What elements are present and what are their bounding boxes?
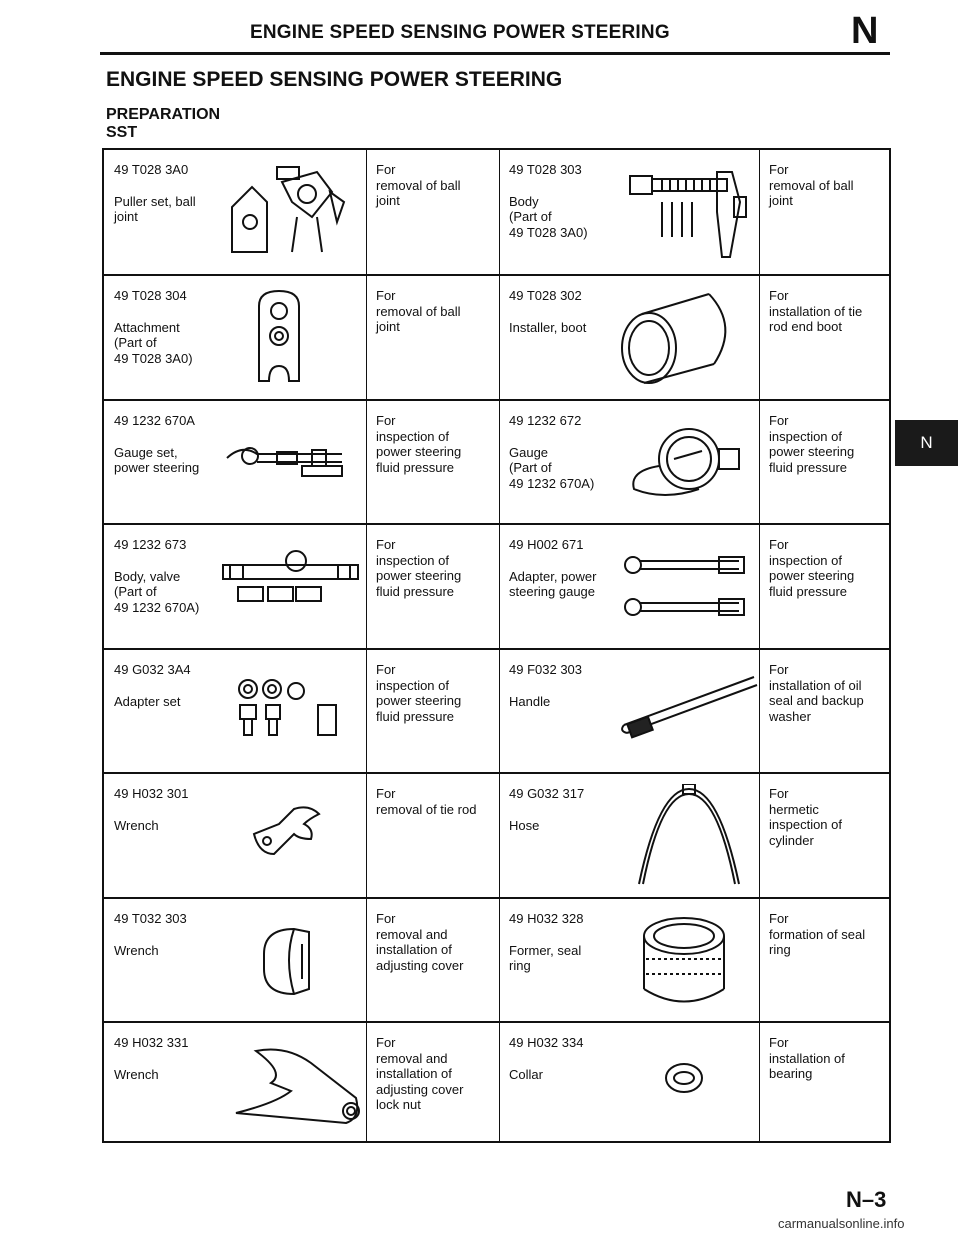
tool-usage: For inspection of power steering fluid pressure [769,537,855,599]
tool-cell [509,786,639,833]
hose-icon [629,784,749,894]
tool-name: Wrench [114,942,159,958]
tool-name: Wrench [114,1066,159,1082]
cell-divider [366,401,367,523]
cell-divider [759,899,760,1021]
gauge-set-icon [222,436,362,486]
tool-code: 49 1232 673 [114,537,187,552]
tool-usage: For formation of seal ring [769,911,866,957]
tool-cell [114,662,244,709]
cell-divider [366,650,367,772]
tool-name: Body (Part of 49 T028 3A0) [509,193,588,240]
table-row [104,648,889,772]
tool-cell [509,413,639,491]
tool-usage: For removal of ball joint [376,288,461,334]
running-header-title: ENGINE SPEED SENSING POWER STEERING [250,22,670,43]
tool-code: 49 G032 317 [509,786,585,801]
puller-set-icon [222,162,352,262]
valve-body-icon [218,547,363,617]
tool-name: Body, valve (Part of 49 1232 670A) [114,568,200,615]
watermark-text: carmanualsonline.info [778,1216,905,1231]
tool-usage: For hermetic inspection of cylinder [769,786,842,848]
handle-icon [619,665,759,745]
table-row [104,150,889,274]
tool-cell [114,288,244,366]
wrench-icon [249,799,329,859]
tool-code: 49 T028 302 [509,288,582,303]
sst-heading: SST [106,124,138,141]
cell-divider [759,650,760,772]
tool-name: Gauge set, power steering [114,444,200,475]
tool-cell [114,786,244,833]
cell-divider [759,525,760,648]
table-row [104,897,889,1021]
tool-name: Adapter, power steering gauge [509,568,597,599]
table-row [104,274,889,399]
tool-name: Former, seal ring [509,942,582,973]
cell-divider [366,525,367,648]
pressure-gauge-icon [624,421,754,501]
cell-divider [759,774,760,897]
tool-cell [509,1035,639,1082]
tool-usage: For installation of oil seal and backup washer [769,662,864,724]
tool-cell [114,911,244,958]
cell-divider [366,1023,367,1141]
tool-name: Wrench [114,817,159,833]
tool-usage: For removal and installation of adjusting cover lock nut [376,1035,464,1112]
adapter-set-icon [232,675,352,755]
cell-divider [759,1023,760,1141]
tool-name: Hose [509,817,540,833]
tool-usage: For inspection of power steering fluid pressure [769,413,855,475]
tool-code: 49 T028 3A0 [114,162,189,177]
tool-code: 49 H032 334 [509,1035,584,1050]
tool-name: Installer, boot [509,319,587,335]
running-header-letter: N [851,10,879,52]
table-row [104,1021,889,1141]
tool-name: Gauge (Part of 49 1232 670A) [509,444,595,491]
tool-code: 49 H032 328 [509,911,584,926]
tool-cell [509,162,639,240]
tool-code: 49 H032 331 [114,1035,189,1050]
tool-name: Puller set, ball joint [114,193,196,224]
tool-name: Collar [509,1066,543,1082]
tool-name: Handle [509,693,551,709]
tool-code: 49 H002 671 [509,537,584,552]
attachment-icon [244,286,324,386]
header-rule [100,52,890,55]
body-screw-icon [622,162,752,262]
preparation-heading: PREPARATION [106,106,221,123]
cell-divider [366,774,367,897]
cell-divider [366,150,367,274]
tool-name: Attachment (Part of 49 T028 3A0) [114,319,193,366]
page-number: N–3 [846,1187,887,1212]
gauge-adapter-icon [619,545,754,625]
tool-usage: For inspection of power steering fluid pressure [376,537,462,599]
tool-code: 49 1232 672 [509,413,582,428]
cell-divider [759,401,760,523]
boot-installer-icon [614,286,744,391]
tool-code: 49 T028 304 [114,288,187,303]
sst-table [102,148,891,1143]
collar-icon [659,1058,709,1098]
tool-usage: For inspection of power steering fluid pressure [376,413,462,475]
tool-code: 49 G032 3A4 [114,662,191,677]
table-row [104,399,889,523]
table-row [104,523,889,648]
cell-divider [366,276,367,399]
cell-divider [366,899,367,1021]
tool-usage: For removal and installation of adjusting cover [376,911,464,973]
tool-name: Adapter set [114,693,181,709]
tool-code: 49 T032 303 [114,911,187,926]
section-title: ENGINE SPEED SENSING POWER STEERING [106,68,563,91]
tool-usage: For inspection of power steering fluid pressure [376,662,462,724]
section-tab[interactable]: N [895,420,958,466]
cap-wrench-icon [254,924,324,999]
cell-divider [759,150,760,274]
tool-usage: For installation of tie rod end boot [769,288,863,334]
tool-usage: For removal of tie rod [376,786,477,817]
tool-code: 49 T028 303 [509,162,582,177]
tool-code: 49 F032 303 [509,662,583,677]
cell-divider [759,276,760,399]
tool-usage: For removal of ball joint [376,162,461,208]
hook-wrench-icon [216,1043,366,1133]
seal-former-icon [634,914,734,1014]
table-row [104,772,889,897]
tool-usage: For removal of ball joint [769,162,854,208]
tool-cell [509,911,639,974]
subsection-heading [106,106,220,142]
tool-code: 49 H032 301 [114,786,189,801]
tool-usage: For installation of bearing [769,1035,845,1081]
tool-code: 49 1232 670A [114,413,195,428]
